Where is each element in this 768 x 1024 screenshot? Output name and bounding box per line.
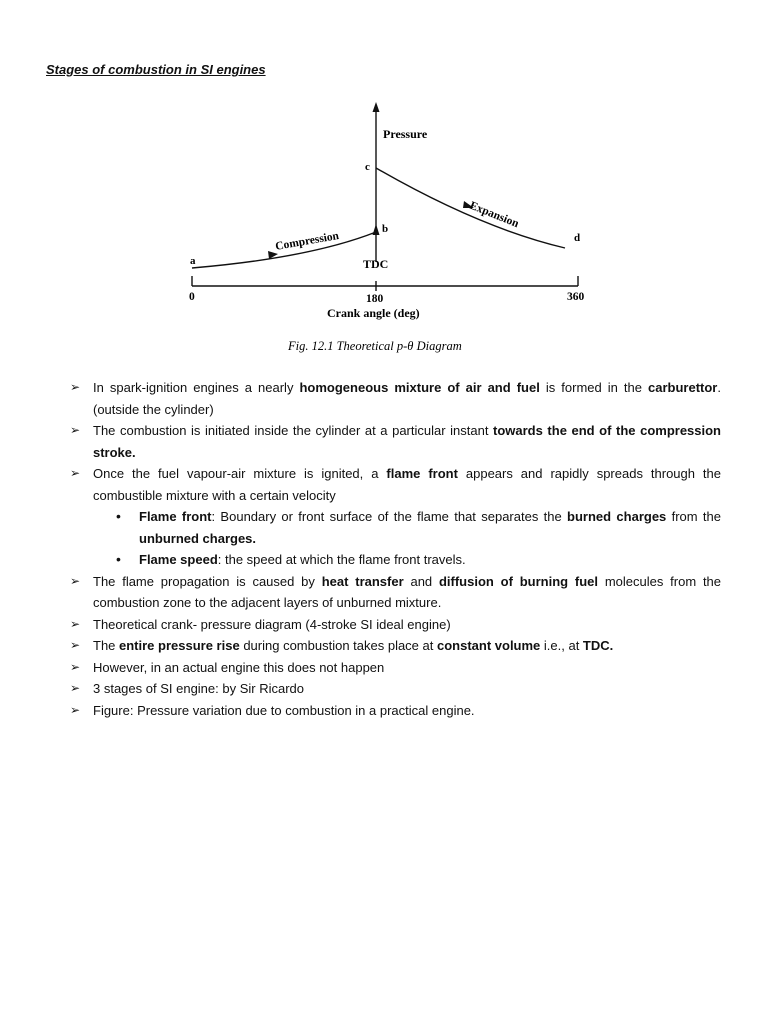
figure-caption: Fig. 12.1 Theoretical p-θ Diagram xyxy=(288,339,462,353)
tick-label-360: 360 xyxy=(567,291,585,303)
text-run: during combustion takes place at xyxy=(239,638,437,653)
text-run: 3 stages of SI engine: by Sir Ricardo xyxy=(93,681,305,696)
text-run: : Boundary or front surface of the flame that separates the xyxy=(211,509,568,524)
bullet-item xyxy=(70,657,721,679)
bold-text: constant volume xyxy=(436,638,541,653)
x-axis-label: Crank angle (deg) xyxy=(327,306,420,320)
curve-compression-label: Compression xyxy=(274,229,340,253)
p-theta-diagram xyxy=(180,98,600,360)
bold-text: entire pressure rise xyxy=(119,638,240,653)
text-run: The combustion is initiated inside the cylinder at a particular instant xyxy=(93,423,494,438)
text-run: i.e., at xyxy=(540,638,583,653)
bold-text: flame front xyxy=(386,466,458,481)
bold-text: towards the end of the compression stroke. xyxy=(93,423,721,460)
bullet-item xyxy=(70,700,721,722)
tick-label-0: 0 xyxy=(189,291,195,303)
bold-text: TDC. xyxy=(582,638,614,653)
bold-text: burned charges xyxy=(567,509,667,524)
bullet-item xyxy=(70,614,721,636)
bold-text: heat transfer xyxy=(321,573,404,589)
text-run: Once the fuel vapour-air mixture is ignited, a xyxy=(93,466,387,481)
y-axis-label: Pressure xyxy=(383,127,428,141)
sub-bullet-item xyxy=(70,506,721,549)
text-run: and xyxy=(403,573,439,589)
text-run: . (outside the cylinder) xyxy=(93,380,721,417)
text-run: The flame propagation is caused by xyxy=(93,573,322,589)
curve-expansion-label: Expansion xyxy=(467,199,521,231)
bullet-item xyxy=(70,377,721,420)
text-run: The xyxy=(93,638,120,653)
text-run: Figure: Pressure variation due to combustion in a practical engine. xyxy=(93,702,475,718)
text-run: In spark-ignition engines a nearly xyxy=(93,380,300,395)
text-run: However, in an actual engine this does not happen xyxy=(93,659,385,675)
text-run: Theoretical crank- pressure diagram (4-stroke SI ideal engine) xyxy=(93,616,451,632)
text-run: is formed in the xyxy=(539,380,649,395)
bullet-item xyxy=(70,635,721,657)
bold-text: Flame speed xyxy=(139,552,218,567)
point-b-label: b xyxy=(382,223,389,235)
text-run: from the xyxy=(666,509,721,524)
bold-text: unburned charges. xyxy=(139,530,257,546)
bullet-item xyxy=(70,571,721,614)
bold-text: diffusion of burning fuel xyxy=(438,573,599,589)
text-run: molecules from the combustion zone to the adjacent layers of unburned mixture. xyxy=(93,573,722,610)
sub-bullet-item xyxy=(70,549,721,571)
tdc-label: TDC xyxy=(363,257,389,271)
bullet-item xyxy=(70,463,721,506)
point-d-label: d xyxy=(574,232,581,244)
bullet-list xyxy=(70,377,721,721)
pressure-rise-arrow xyxy=(373,224,380,235)
bold-text: carburettor xyxy=(648,380,718,395)
point-c-label: c xyxy=(365,161,370,173)
bullet-item xyxy=(70,678,721,700)
page-heading: Stages of combustion in SI engines xyxy=(46,62,266,77)
bullet-item xyxy=(70,420,721,463)
bold-text: Flame front xyxy=(139,509,212,524)
tick-label-180: 180 xyxy=(366,293,384,305)
bold-text: homogeneous mixture of air and fuel xyxy=(299,380,540,395)
point-a-label: a xyxy=(190,255,196,267)
text-run: appears and rapidly spreads through the combustible mixture with a certain velocity xyxy=(93,466,722,503)
text-run: : the speed at which the flame front travels. xyxy=(217,552,466,567)
y-axis-arrow xyxy=(373,102,380,112)
